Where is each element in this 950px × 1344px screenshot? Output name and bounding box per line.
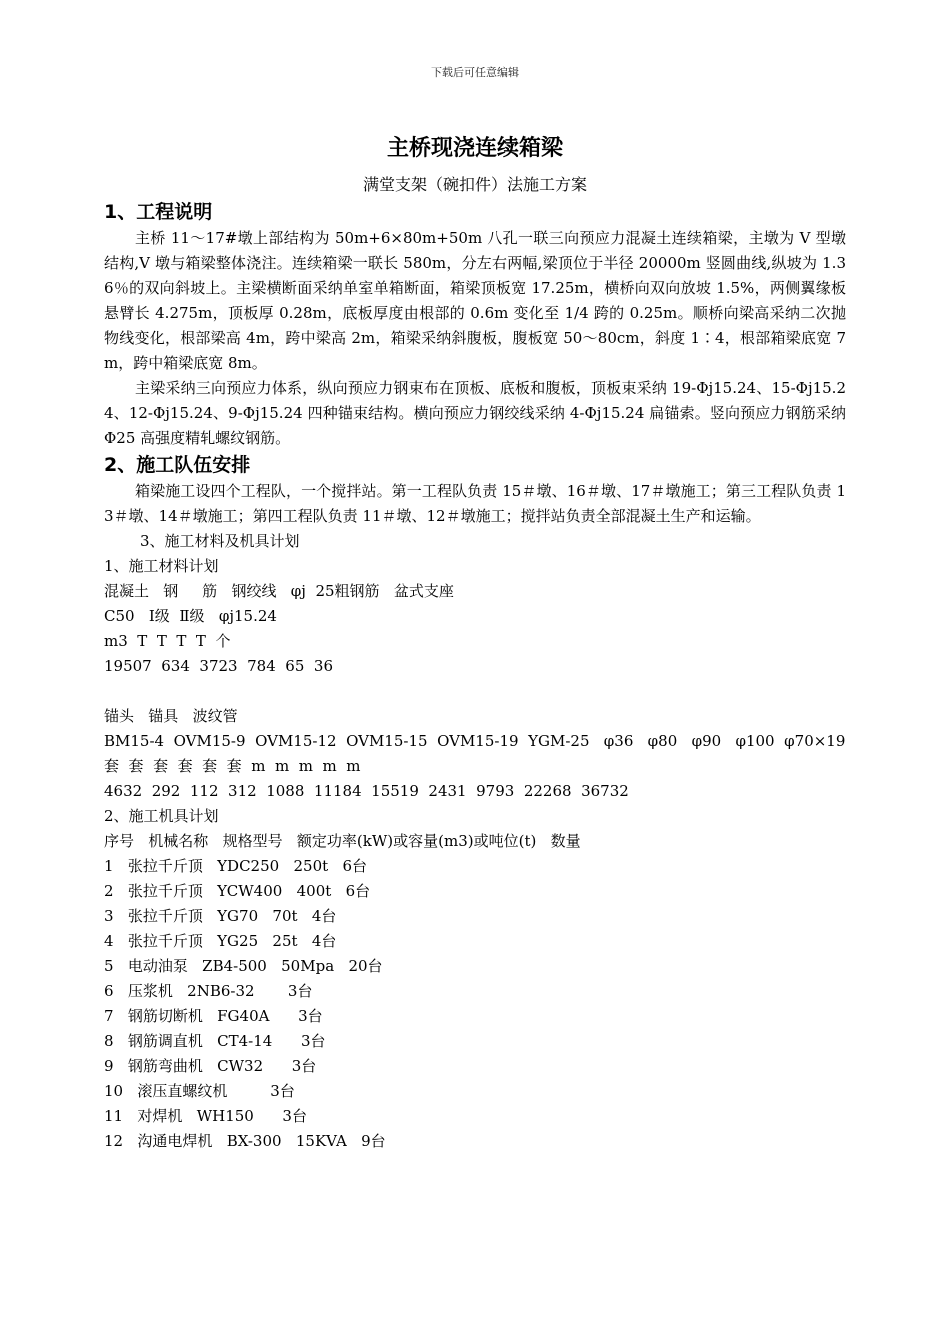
document-title: 主桥现浇连续箱梁 xyxy=(386,136,563,161)
header-note: 下载后可任意编辑 xyxy=(431,66,519,79)
materials-row: 19507 634 3723 784 65 36 xyxy=(104,657,334,675)
blank-line xyxy=(104,679,846,704)
materials-row: 4632 292 112 312 1088 11184 15519 2431 9793 22268 36732 xyxy=(104,782,629,800)
machine-row: 11 对焊机 WH150 3台 xyxy=(104,1107,307,1125)
machines-plan-heading: 2、施工机具计划 xyxy=(104,807,219,825)
section-2-heading: 2、施工队伍安排 xyxy=(104,454,251,476)
machine-row: 3 张拉千斤顶 YG70 70t 4台 xyxy=(104,907,337,925)
materials-row: BM15-4 OVM15-9 OVM15-12 OVM15-15 OVM15-19 YGM-25 φ36 φ80 φ90 φ100 φ70×19 xyxy=(104,732,846,750)
machine-row: 1 张拉千斤顶 YDC250 250t 6台 xyxy=(104,857,367,875)
materials-row: m3 T T T T 个 xyxy=(104,632,231,650)
section-1-paragraph-2: 主梁采纳三向预应力体系，纵向预应力钢束布在顶板、底板和腹板，顶板束采纳 19-Φj15.24、15-Φj15.24、12-Φj15.24、9-Φj15.24 四种锚束结构。横向预应力钢绞线采纳 4-Φj15.24 扁锚索。竖向预应力钢筋采纳 Φ25 高强度精轧螺纹钢筋。 xyxy=(104,379,846,447)
machine-row: 2 张拉千斤顶 YCW400 400t 6台 xyxy=(104,882,371,900)
machine-row: 5 电动油泵 ZB4-500 50Mpa 20台 xyxy=(104,957,383,975)
machines-table-header: 序号 机械名称 规格型号 额定功率(kW)或容量(m3)或吨位(t) 数量 xyxy=(104,832,581,850)
machine-row: 7 钢筋切断机 FG40A 3台 xyxy=(104,1007,323,1025)
machine-row: 6 压浆机 2NB6-32 3台 xyxy=(104,982,313,1000)
document-body xyxy=(104,198,846,1154)
machine-row: 12 沟通电焊机 BX-300 15KVA 9台 xyxy=(104,1132,386,1150)
section-1-heading: 1、工程说明 xyxy=(104,201,213,223)
machine-row: 8 钢筋调直机 CT4-14 3台 xyxy=(104,1032,326,1050)
section-3-heading: 3、施工材料及机具计划 xyxy=(140,532,300,550)
machine-row: 4 张拉千斤顶 YG25 25t 4台 xyxy=(104,932,337,950)
machine-row: 9 钢筋弯曲机 CW32 3台 xyxy=(104,1057,317,1075)
materials-row: 套 套 套 套 套 套 m m m m m xyxy=(104,757,361,775)
machine-row: 10 滚压直螺纹机 3台 xyxy=(104,1082,295,1100)
materials-plan-heading: 1、施工材料计划 xyxy=(104,557,219,575)
section-2-paragraph-1: 箱梁施工设四个工程队，一个搅拌站。第一工程队负责 15＃墩、16＃墩、17＃墩施工；第三工程队负责 13＃墩、14＃墩施工；第四工程队负责 11＃墩、12＃墩施工；搅拌站负责全部混凝土生产和运输。 xyxy=(104,482,846,525)
section-1-paragraph-1: 主桥 11～17#墩上部结构为 50m+6×80m+50m 八孔一联三向预应力混凝土连续箱梁，主墩为 V 型墩结构,V 墩与箱梁整体浇注。连续箱梁一联长 580m，分左右两幅,梁顶位于半径 20000m 竖圆曲线,纵坡为 1.36％的双向斜坡上。主梁横断面采纳单室单箱断面，箱梁顶板宽 17.25m，横桥向双向放坡 1.5%，两侧翼缘板悬臂长 4.275m，顶板厚 0.28m，底板厚度由根部的 0.6m 变化至 1/4 跨的 0.25m。顺桥向梁高采纳二次抛物线变化，根部梁高 4m，跨中梁高 2m，箱梁采纳斜腹板，腹板宽 50～80cm，斜度 1∶4，根部箱梁底宽 7m，跨中箱梁底宽 8m。 xyxy=(104,229,846,372)
materials-row: 锚头 锚具 波纹管 xyxy=(104,707,238,725)
materials-row: C50 Ⅰ级 Ⅱ级 φj15.24 xyxy=(104,607,277,625)
document-subtitle: 满堂支架（碗扣件）法施工方案 xyxy=(362,175,587,194)
materials-row: 混凝土 钢 筋 钢绞线 φj 25粗钢筋 盆式支座 xyxy=(104,582,454,600)
